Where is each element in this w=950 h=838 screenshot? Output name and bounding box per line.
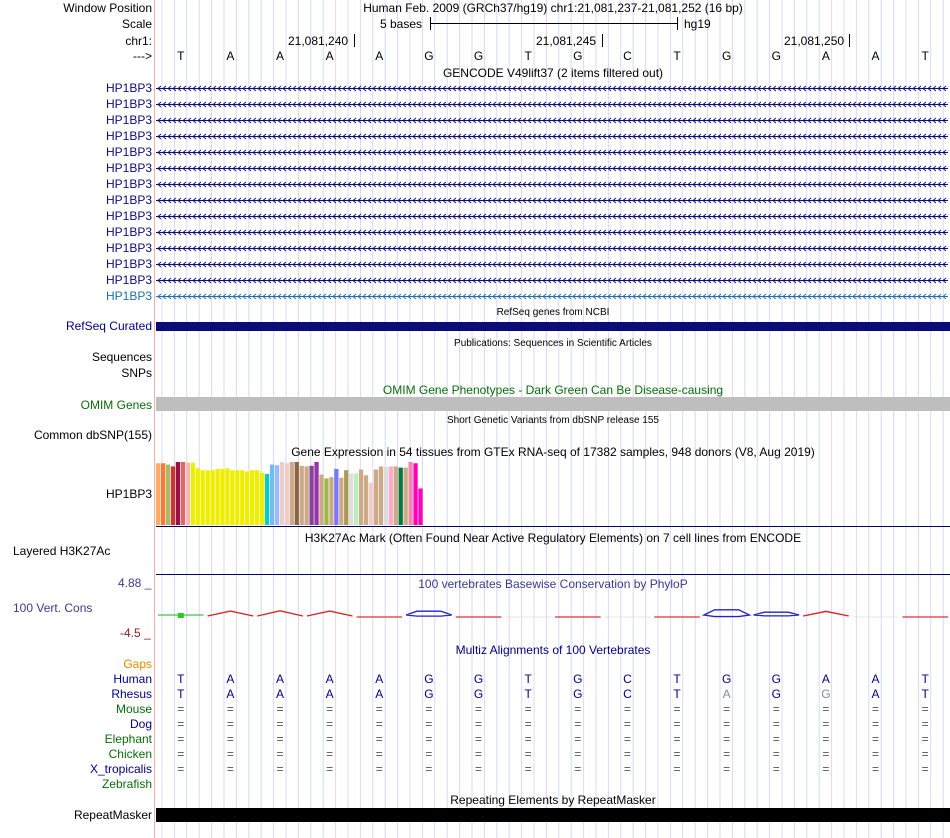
alignment-base: = <box>276 702 284 716</box>
gtex-bar <box>280 462 284 525</box>
gtex-bar <box>161 463 165 525</box>
gtex-bar <box>275 465 279 525</box>
alignment-base: = <box>772 717 780 731</box>
gencode-item-label[interactable]: HP1BP3 <box>105 257 152 271</box>
alignment-base: = <box>276 762 284 776</box>
alignment-base: = <box>326 747 334 761</box>
alignment-base: = <box>375 732 383 746</box>
alignment-base: = <box>326 732 334 746</box>
species-label[interactable]: Dog <box>129 717 152 731</box>
alignment-base: = <box>375 717 383 731</box>
gencode-item-label[interactable]: HP1BP3 <box>105 177 152 191</box>
gtex-bar <box>354 473 358 525</box>
alignment-base: = <box>177 747 185 761</box>
species-label[interactable]: Mouse <box>115 702 152 716</box>
alignment-base: A <box>722 687 731 701</box>
alignment-base: G <box>821 687 831 701</box>
gencode-item-label[interactable]: HP1BP3 <box>105 129 152 143</box>
alignment-base: = <box>623 747 631 761</box>
gtex-track-title: Gene Expression in 54 tissues from GTEx RNA-seq of 17382 samples, 948 donors (V8, Aug 2019) <box>291 445 815 459</box>
alignment-base: = <box>921 747 929 761</box>
gtex-bar <box>235 470 239 525</box>
alignment-base: = <box>673 732 681 746</box>
alignment-base: T <box>524 672 532 686</box>
alignment-base: = <box>623 717 631 731</box>
gencode-item-label[interactable]: HP1BP3 <box>105 209 152 223</box>
alignment-base: T <box>921 672 929 686</box>
alignment-base: = <box>276 747 284 761</box>
alignment-base: = <box>425 702 433 716</box>
alignment-base: = <box>524 732 532 746</box>
gtex-bar <box>389 466 393 525</box>
publications-track-title: Publications: Sequences in Scientific Articles <box>454 338 652 349</box>
gtex-bar <box>369 483 373 525</box>
alignment-base: = <box>326 702 334 716</box>
alignment-base: G <box>573 672 583 686</box>
alignment-base: = <box>822 762 830 776</box>
alignment-base: = <box>425 762 433 776</box>
alignment-base: G <box>573 687 583 701</box>
reference-base: T <box>524 49 532 63</box>
alignment-base: = <box>723 762 731 776</box>
alignment-base: = <box>872 762 880 776</box>
publications-track-label[interactable]: Sequences <box>91 350 152 364</box>
phylop-max-label: 4.88 _ <box>118 576 152 590</box>
strand-label: ---> <box>133 49 152 63</box>
repeatmasker-track-label[interactable]: RepeatMasker <box>73 808 152 822</box>
gencode-item-label[interactable]: HP1BP3 <box>105 161 152 175</box>
gtex-bar <box>290 462 294 525</box>
reference-base: A <box>226 49 235 63</box>
multiz-track-title: Multiz Alignments of 100 Vertebrates <box>455 643 651 657</box>
alignment-base: A <box>325 672 334 686</box>
alignment-base: = <box>772 702 780 716</box>
gtex-bar <box>413 463 417 525</box>
alignment-base: = <box>177 717 185 731</box>
gtex-bar <box>201 470 205 525</box>
alignment-base: G <box>424 687 434 701</box>
phylop-mark <box>257 611 303 616</box>
alignment-base: = <box>425 747 433 761</box>
alignment-base: = <box>524 747 532 761</box>
h3k27ac-track-label[interactable]: Layered H3K27Ac <box>13 544 111 558</box>
gencode-item-label[interactable]: HP1BP3 <box>105 193 152 207</box>
alignment-base: G <box>473 672 484 686</box>
reference-base: G <box>722 49 732 63</box>
chrom-label: chr1: <box>125 34 152 48</box>
refseq-gene-bar <box>156 322 950 331</box>
alignment-base: = <box>772 732 780 746</box>
alignment-base: = <box>872 717 880 731</box>
gtex-bar <box>245 471 249 525</box>
alignment-base: G <box>424 672 434 686</box>
gtex-bar <box>359 470 363 525</box>
gtex-bar <box>196 468 200 525</box>
phylop-track-label[interactable]: 100 Vert. Cons <box>13 601 93 615</box>
alignment-base: C <box>623 687 632 701</box>
position-tick-label: 21,081,240 <box>288 34 349 48</box>
gtex-bar <box>171 466 175 525</box>
gtex-bar <box>324 478 328 525</box>
refseq-track-title: RefSeq genes from NCBI <box>496 307 610 318</box>
alignment-base: = <box>524 702 532 716</box>
alignment-base: T <box>177 687 185 701</box>
alignment-base: A <box>226 687 235 701</box>
alignment-base: A <box>871 687 880 701</box>
alignment-base: = <box>822 702 830 716</box>
reference-base: A <box>325 49 334 63</box>
gtex-bar <box>314 462 318 525</box>
alignment-base: = <box>623 732 631 746</box>
reference-base: G <box>771 49 781 63</box>
alignment-base: T <box>921 687 929 701</box>
alignment-base: G <box>722 672 732 686</box>
gtex-bar <box>344 470 348 525</box>
multiz-gaps-label: Gaps <box>123 657 152 671</box>
snps-track-label[interactable]: SNPs <box>121 366 152 380</box>
reference-base: A <box>871 49 880 63</box>
alignment-base: = <box>673 747 681 761</box>
alignment-base: A <box>821 672 830 686</box>
alignment-base: T <box>524 687 532 701</box>
alignment-base: = <box>872 732 880 746</box>
position-tick-label: 21,081,250 <box>784 34 845 48</box>
reference-base: G <box>473 49 484 63</box>
phylop-track-title: 100 vertebrates Basewise Conservation by PhyloP <box>418 577 688 591</box>
gtex-bar <box>364 475 368 525</box>
alignment-base: A <box>325 687 334 701</box>
alignment-base: T <box>673 687 681 701</box>
reference-base: T <box>921 49 929 63</box>
h3k27ac-track-title: H3K27Ac Mark (Often Found Near Active Regulatory Elements) on 7 cell lines from ENCODE <box>304 531 802 545</box>
alignment-base: = <box>375 702 383 716</box>
gtex-bar <box>156 463 160 525</box>
alignment-base: = <box>623 762 631 776</box>
alignment-base: C <box>623 672 632 686</box>
phylop-mark <box>704 610 750 617</box>
alignment-base: = <box>425 717 433 731</box>
alignment-base: = <box>673 717 681 731</box>
alignment-base: = <box>574 732 582 746</box>
alignment-base: = <box>772 762 780 776</box>
alignment-base: T <box>673 672 681 686</box>
gtex-bar <box>220 469 224 525</box>
position-tick-label: 21,081,245 <box>536 34 597 48</box>
alignment-base: = <box>772 747 780 761</box>
alignment-base: = <box>475 717 483 731</box>
gtex-bar <box>176 462 180 525</box>
alignment-base: = <box>375 762 383 776</box>
dbsnp-track-label[interactable]: Common dbSNP(155) <box>33 428 152 442</box>
reference-base: A <box>276 49 285 63</box>
alignment-base: T <box>177 672 185 686</box>
alignment-base: = <box>475 747 483 761</box>
scale-db-text: hg19 <box>684 17 711 31</box>
alignment-base: A <box>276 687 285 701</box>
alignment-base: = <box>226 747 234 761</box>
gtex-bar <box>399 468 403 525</box>
alignment-base: = <box>872 747 880 761</box>
alignment-base: = <box>226 732 234 746</box>
alignment-base: = <box>921 702 929 716</box>
alignment-base: = <box>822 747 830 761</box>
scale-label: Scale <box>121 17 152 31</box>
alignment-base: G <box>473 687 484 701</box>
alignment-base: A <box>276 672 285 686</box>
alignment-base: = <box>574 747 582 761</box>
omim-track-title: OMIM Gene Phenotypes - Dark Green Can Be Disease-causing <box>382 383 724 397</box>
phylop-mark <box>406 611 452 616</box>
gtex-bar <box>230 470 234 525</box>
gtex-bar <box>265 474 269 525</box>
alignment-base: G <box>771 687 781 701</box>
alignment-base: = <box>177 732 185 746</box>
gtex-bar <box>339 478 343 525</box>
reference-base: A <box>375 49 384 63</box>
alignment-base: = <box>723 732 731 746</box>
gencode-item-label[interactable]: HP1BP3 <box>105 241 152 255</box>
phylop-mark <box>803 611 849 616</box>
gtex-bar <box>215 469 219 525</box>
alignment-base: = <box>475 762 483 776</box>
species-label[interactable]: Rhesus <box>111 687 152 701</box>
alignment-base: = <box>276 717 284 731</box>
repeatmasker-track-title: Repeating Elements by RepeatMasker <box>450 793 656 807</box>
repeatmasker-bar <box>156 808 950 822</box>
reference-base: G <box>573 49 583 63</box>
alignment-base: = <box>177 702 185 716</box>
phylop-mark <box>754 612 800 616</box>
phylop-mark <box>307 611 353 616</box>
alignment-base: A <box>375 687 384 701</box>
gencode-item-label[interactable]: HP1BP3 <box>105 289 152 303</box>
omim-track-label[interactable]: OMIM Genes <box>80 398 152 412</box>
gtex-bar <box>285 463 289 525</box>
reference-base: T <box>673 49 681 63</box>
gencode-item-label[interactable]: HP1BP3 <box>105 113 152 127</box>
alignment-base: = <box>177 762 185 776</box>
gtex-bar <box>186 463 190 525</box>
window-position-text: Human Feb. 2009 (GRCh37/hg19) chr1:21,081,237-21,081,252 (16 bp) <box>363 1 743 15</box>
reference-base: A <box>821 49 830 63</box>
gtex-bar <box>349 473 353 525</box>
alignment-base: = <box>226 717 234 731</box>
phylop-mark <box>178 613 184 618</box>
alignment-base: = <box>574 702 582 716</box>
gtex-bar <box>300 466 304 525</box>
gtex-bar <box>309 466 313 525</box>
species-label[interactable]: Zebrafish <box>101 777 152 791</box>
gtex-bar <box>384 467 388 525</box>
alignment-base: = <box>524 762 532 776</box>
reference-base: C <box>623 49 632 63</box>
alignment-base: = <box>475 732 483 746</box>
gencode-item-label[interactable]: HP1BP3 <box>105 225 152 239</box>
phylop-mark <box>208 611 254 616</box>
gencode-item-label[interactable]: HP1BP3 <box>105 81 152 95</box>
alignment-base: A <box>871 672 880 686</box>
scale-bar-text: 5 bases <box>380 17 423 31</box>
alignment-base: A <box>226 672 235 686</box>
alignment-base: = <box>574 762 582 776</box>
gtex-track-label[interactable]: HP1BP3 <box>105 487 152 501</box>
alignment-base: = <box>921 732 929 746</box>
alignment-base: = <box>425 732 433 746</box>
omim-bar <box>156 397 950 411</box>
gtex-bar <box>206 470 210 525</box>
alignment-base: = <box>524 717 532 731</box>
gtex-bar <box>191 463 195 525</box>
window-position-label: Window Position <box>63 1 152 15</box>
gtex-bar <box>334 469 338 525</box>
gtex-bar <box>404 468 408 525</box>
gtex-bar <box>210 470 214 525</box>
reference-base: T <box>177 49 185 63</box>
gtex-bar <box>379 466 383 525</box>
alignment-base: = <box>723 717 731 731</box>
species-label[interactable]: Human <box>113 672 152 686</box>
gtex-bar <box>270 465 274 525</box>
gencode-item-label[interactable]: HP1BP3 <box>105 273 152 287</box>
alignment-base: = <box>723 747 731 761</box>
alignment-base: = <box>673 702 681 716</box>
alignment-base: G <box>771 672 781 686</box>
alignment-base: = <box>226 762 234 776</box>
gtex-bar <box>250 470 254 525</box>
gtex-bar <box>374 470 378 525</box>
gtex-bar <box>181 462 185 525</box>
gencode-item-label[interactable]: HP1BP3 <box>105 97 152 111</box>
alignment-base: = <box>623 702 631 716</box>
species-label[interactable]: Chicken <box>108 747 152 761</box>
gencode-item-label[interactable]: HP1BP3 <box>105 145 152 159</box>
gtex-bar <box>394 466 398 525</box>
alignment-base: = <box>475 702 483 716</box>
gtex-bar <box>260 473 264 525</box>
alignment-base: = <box>872 702 880 716</box>
alignment-base: = <box>921 717 929 731</box>
alignment-base: A <box>375 672 384 686</box>
gencode-track-title: GENCODE V49lift37 (2 items filtered out) <box>442 66 664 80</box>
gtex-bar <box>408 462 412 525</box>
alignment-base: = <box>226 702 234 716</box>
reference-base: G <box>424 49 434 63</box>
phylop-min-label: -4.5 _ <box>120 626 151 640</box>
gtex-bar <box>255 470 259 525</box>
alignment-base: = <box>326 762 334 776</box>
alignment-base: = <box>375 747 383 761</box>
species-label[interactable]: X_tropicalis <box>89 762 152 776</box>
gtex-bar <box>305 466 309 525</box>
gtex-bar <box>225 468 229 525</box>
alignment-base: = <box>921 762 929 776</box>
species-label[interactable]: Elephant <box>104 732 152 746</box>
gtex-bar <box>240 470 244 525</box>
alignment-base: = <box>822 717 830 731</box>
gtex-bar <box>166 465 170 525</box>
alignment-base: = <box>574 717 582 731</box>
alignment-base: = <box>276 732 284 746</box>
alignment-base: = <box>723 702 731 716</box>
gtex-bar <box>418 488 422 525</box>
dbsnp-track-title: Short Genetic Variants from dbSNP release 155 <box>447 415 659 426</box>
refseq-track-label[interactable]: RefSeq Curated <box>65 319 152 333</box>
gtex-bar <box>319 475 323 525</box>
gtex-bar <box>295 462 299 525</box>
gtex-bar <box>329 477 333 525</box>
alignment-base: = <box>326 717 334 731</box>
alignment-base: = <box>673 762 681 776</box>
alignment-base: = <box>822 732 830 746</box>
